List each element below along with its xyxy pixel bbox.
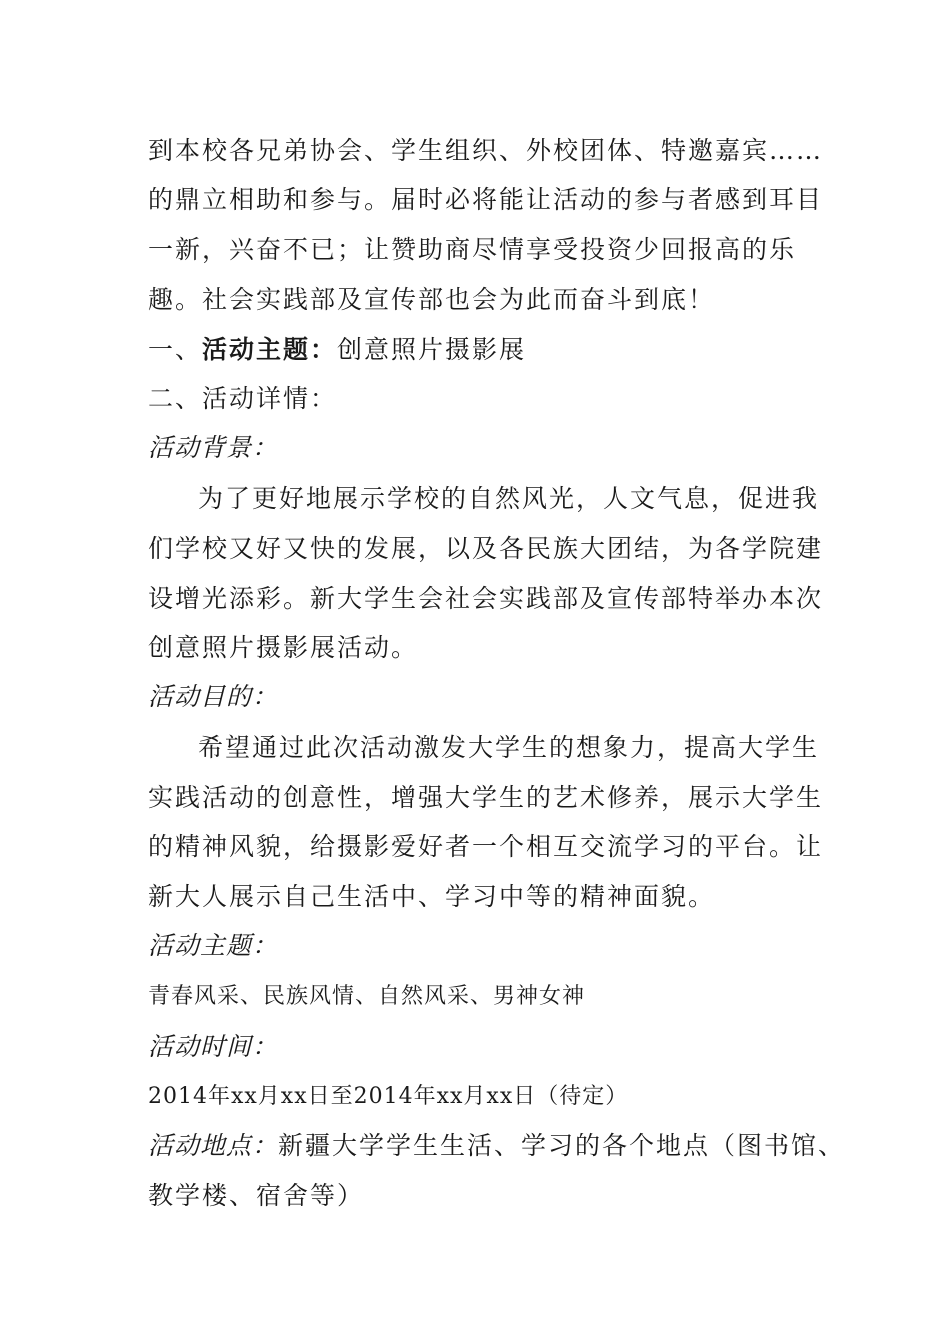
intro-line-3: 一新，兴奋不已；让赞助商尽情享受投资少回报高的乐 <box>148 235 797 264</box>
purpose-label: 活动目的： <box>148 682 279 711</box>
purpose-line-2: 实践活动的创意性，增强大学生的艺术修养，展示大学生 <box>148 783 824 812</box>
location-line-2: 教学楼、宿舍等） <box>148 1181 365 1210</box>
purpose-line-4: 新大人展示自己生活中、学习中等的精神面貌。 <box>148 882 716 911</box>
background-line-1: 为了更好地展示学校的自然风光，人文气息，促进我 <box>198 484 820 513</box>
theme-label: 活动主题： <box>148 931 279 960</box>
section-one-value: 创意照片摄影展 <box>337 335 527 364</box>
location-value-1: 新疆大学学生生活、学习的各个地点（图书馆、 <box>278 1131 846 1160</box>
time-label: 活动时间： <box>148 1032 279 1061</box>
section-one-prefix: 一、 <box>148 335 203 364</box>
theme-value: 青春风采、民族风情、自然风采、男神女神 <box>148 984 586 1009</box>
purpose-line-1: 希望通过此次活动激发大学生的想象力，提高大学生 <box>198 733 820 762</box>
time-value: 2014年xx月xx日至2014年xx月xx日（待定） <box>148 1084 629 1109</box>
section-one-heading <box>148 334 808 366</box>
location-line-1 <box>148 1130 846 1162</box>
background-line-3: 设增光添彩。新大学生会社会实践部及宣传部特举办本次 <box>148 584 824 613</box>
purpose-line-3: 的精神风貌，给摄影爱好者一个相互交流学习的平台。让 <box>148 832 824 861</box>
intro-line-4: 趣。社会实践部及宣传部也会为此而奋斗到底！ <box>148 285 716 314</box>
background-line-4: 创意照片摄影展活动。 <box>148 633 419 662</box>
intro-line-2: 的鼎立相助和参与。届时必将能让活动的参与者感到耳目 <box>148 185 824 214</box>
background-label: 活动背景： <box>148 433 279 462</box>
intro-line-1: 到本校各兄弟协会、学生组织、外校团体、特邀嘉宾…… <box>148 136 824 165</box>
section-two-heading: 二、活动详情： <box>148 384 338 413</box>
section-one-label: 活动主题： <box>202 335 338 364</box>
location-label: 活动地点： <box>148 1131 279 1160</box>
background-line-2: 们学校又好又快的发展，以及各民族大团结，为各学院建 <box>148 534 824 563</box>
